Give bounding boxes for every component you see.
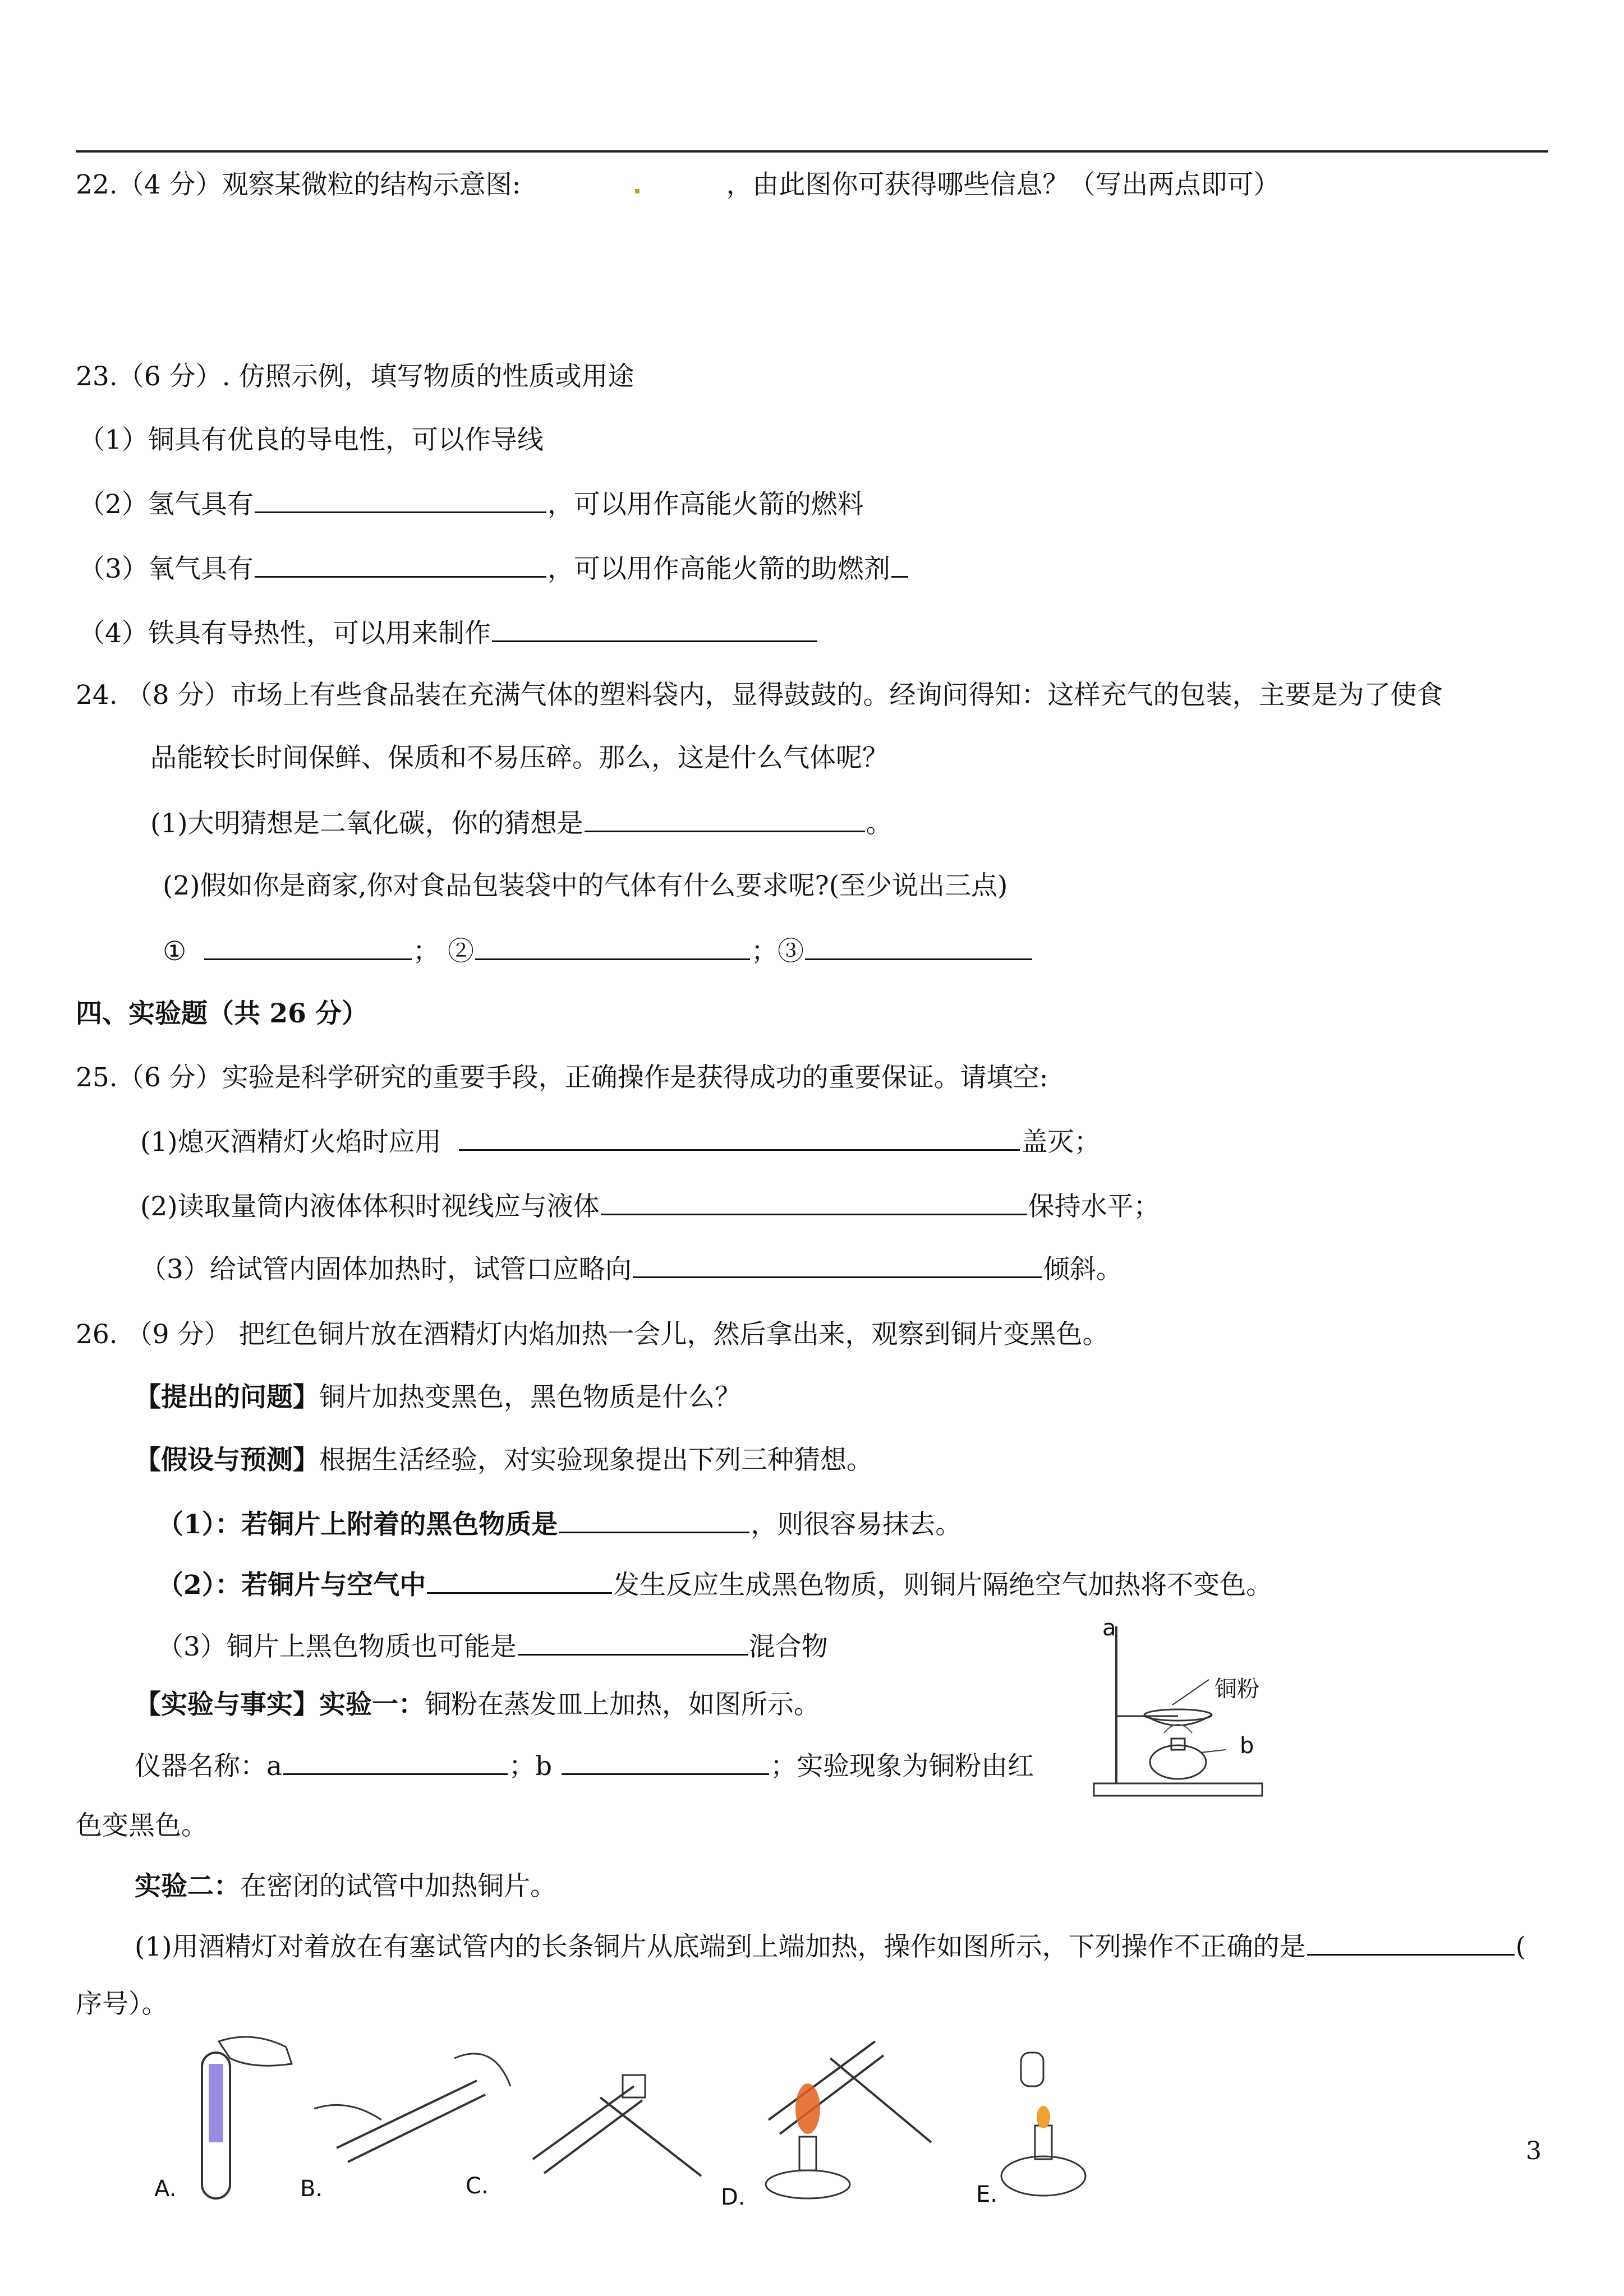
answer-blank[interactable] — [601, 1189, 1027, 1215]
q26-question: 【提出的问题】铜片加热变黑色，黑色物质是什么？ — [135, 1382, 741, 1413]
figure-e-alcohol-lamp — [987, 2041, 1111, 2204]
answer-blank[interactable] — [255, 487, 546, 513]
q24-stem2: 品能较长时间保鲜、保质和不易压碎。那么，这是什么气体呢？ — [150, 743, 889, 773]
diagram-placeholder-dot — [635, 189, 640, 193]
q26-guess1: （1）：若铜片上附着的黑色物质是 ，则很容易抹去。 — [157, 1507, 961, 1542]
answer-blank[interactable] — [805, 934, 1032, 960]
section-title: 四、实验题（共 26 分） — [76, 998, 369, 1029]
answer-blank[interactable] — [204, 934, 412, 960]
q25-part3: （3）给试管内固体加热时，试管口应略向 倾斜。 — [140, 1252, 1122, 1287]
figure-b-tube-tilted — [314, 2041, 516, 2170]
iron-stand-figure — [1088, 1615, 1268, 1806]
q24-stem1: 24. （8 分）市场上有些食品装在充满气体的塑料袋内，显得鼓鼓的。经询问得知：这样充气的包装，主要是为了使食 — [76, 680, 1443, 711]
page-number: 3 — [1526, 2137, 1542, 2165]
q24-part1: (1)大明猜想是二氧化碳，你的猜想是 。 — [150, 806, 892, 841]
answer-blank[interactable] — [585, 806, 865, 832]
figure-label-b: b — [1240, 1733, 1254, 1759]
q26-exp2: 实验二：在密闭的试管中加热铜片。 — [135, 1871, 556, 1902]
q24-choices: ① ； ② ；③ — [163, 934, 1033, 969]
q25-part1: (1)熄灭酒精灯火焰时应用 盖灭； — [140, 1124, 1100, 1159]
q26-phenomenon: 色变黑色。 — [76, 1810, 208, 1841]
answer-blank[interactable] — [283, 1749, 508, 1775]
answer-blank[interactable] — [492, 616, 817, 642]
figure-label-a: a — [1102, 1615, 1116, 1641]
answer-blank[interactable] — [891, 551, 908, 578]
answer-blank[interactable] — [633, 1252, 1042, 1278]
figure-a-test-tube — [168, 2030, 297, 2204]
q22-line — [76, 168, 1280, 202]
q22-text-a: 22.（4 分）观察某微粒的结构示意图: — [76, 169, 521, 200]
q26-stem: 26. （9 分） 把红色铜片放在酒精灯内焰加热一会儿，然后拿出来，观察到铜片变黑色。 — [76, 1319, 1109, 1350]
q25-stem: 25.（6 分）实验是科学研究的重要手段，正确操作是获得成功的重要保证。请填空: — [76, 1062, 1048, 1093]
answer-blank[interactable] — [1307, 1929, 1515, 1956]
q23-line2: （2）氢气具有 ，可以用作高能火箭的燃料 — [79, 487, 864, 522]
q23-line3: （3）氧气具有 ，可以用作高能火箭的助燃剂 — [79, 551, 909, 586]
q26-guess3: （3）铜片上黑色物质也可能是 混合物 — [157, 1629, 828, 1664]
q25-part2: (2)读取量筒内液体体积时视线应与液体 保持水平； — [140, 1189, 1160, 1224]
q26-op1: (1)用酒精灯对着放在有塞试管内的长条铜片从底端到上端加热，操作如图所示，下列操作不正确的是 ( — [135, 1929, 1526, 1964]
figure-c-tube-holder — [522, 2064, 712, 2187]
q26-instruments: 仪器名称：a ；b ；实验现象为铜粉由红 — [135, 1749, 1034, 1783]
answer-blank[interactable] — [475, 934, 750, 960]
answer-blank[interactable] — [518, 1629, 748, 1656]
q23-line4: （4）铁具有导热性，可以用来制作 — [79, 616, 818, 651]
answer-blank[interactable] — [562, 1749, 769, 1775]
figure-d-heating — [746, 2025, 948, 2204]
q23-stem: 23.（6 分）. 仿照示例，填写物质的性质或用途 — [76, 361, 634, 392]
figure-label-D: D. — [721, 2184, 746, 2210]
q26-op2: 序号）。 — [76, 1989, 168, 2020]
figure-label-copper-powder: 铜粉 — [1214, 1676, 1259, 1702]
figure-label-E: E. — [976, 2182, 997, 2207]
figure-label-C: C. — [466, 2173, 489, 2199]
q26-exp1: 【实验与事实】实验一：铜粉在蒸发皿上加热，如图所示。 — [135, 1689, 820, 1720]
q24-part2: (2)假如你是商家,你对食品包装袋中的气体有什么要求呢?(至少说出三点) — [163, 870, 1008, 901]
q26-guess2: （2）：若铜片与空气中 发生反应生成黑色物质，则铜片隔绝空气加热将不变色。 — [157, 1567, 1272, 1602]
answer-blank[interactable] — [255, 551, 546, 578]
figure-label-A: A. — [154, 2176, 177, 2202]
answer-blank[interactable] — [559, 1507, 749, 1533]
answer-blank[interactable] — [459, 1124, 1020, 1151]
q23-line1: （1）铜具有优良的导电性，可以作导线 — [79, 425, 544, 455]
q22-text-b: ，由此图你可获得哪些信息？（写出两点即可） — [726, 169, 1280, 200]
header-rule — [76, 150, 1548, 153]
figure-label-B: B. — [300, 2176, 323, 2202]
answer-blank[interactable] — [427, 1567, 612, 1594]
q26-hypothesis: 【假设与预测】根据生活经验，对实验现象提出下列三种猜想。 — [135, 1445, 873, 1476]
